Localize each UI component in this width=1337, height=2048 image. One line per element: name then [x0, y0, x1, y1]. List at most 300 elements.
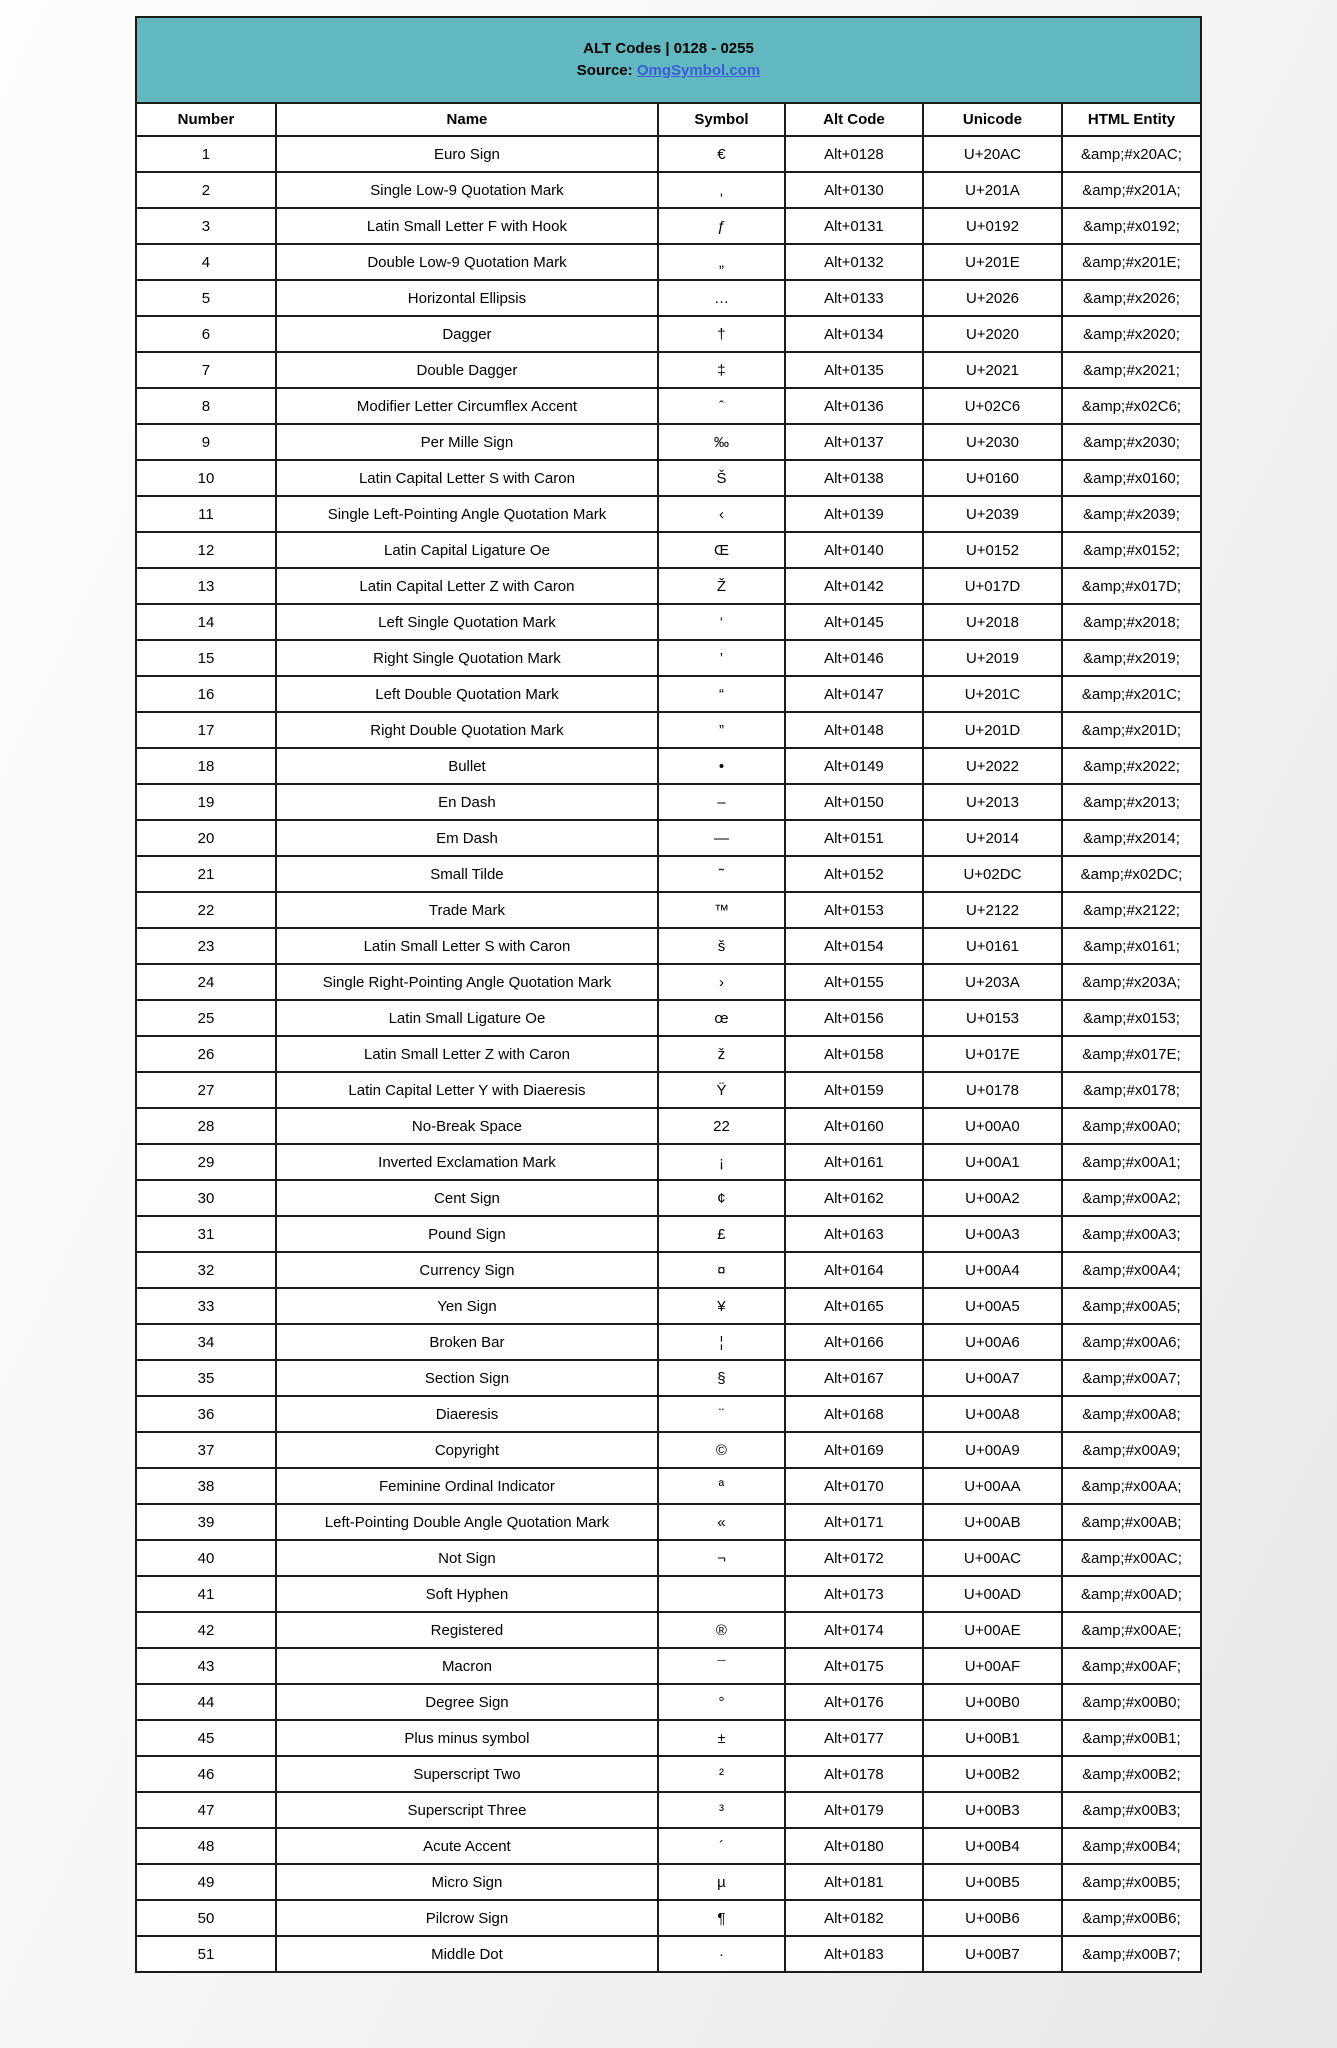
number-cell: 7 — [136, 352, 276, 388]
unicode-cell: U+00AB — [923, 1504, 1062, 1540]
number-cell: 44 — [136, 1684, 276, 1720]
name-cell: Diaeresis — [276, 1396, 658, 1432]
unicode-cell: U+00A8 — [923, 1396, 1062, 1432]
name-cell: Latin Small Ligature Oe — [276, 1000, 658, 1036]
table-row — [136, 496, 1201, 532]
table-row — [136, 1792, 1201, 1828]
table-row — [136, 316, 1201, 352]
html-entity-cell: &amp;#x2122; — [1062, 892, 1201, 928]
unicode-cell: U+00A0 — [923, 1108, 1062, 1144]
number-cell: 20 — [136, 820, 276, 856]
alt-code-cell: Alt+0166 — [785, 1324, 923, 1360]
number-cell: 3 — [136, 208, 276, 244]
table-row — [136, 1000, 1201, 1036]
symbol-cell: Ÿ — [658, 1072, 785, 1108]
unicode-cell: U+017E — [923, 1036, 1062, 1072]
alt-code-cell: Alt+0172 — [785, 1540, 923, 1576]
symbol-cell: ’ — [658, 640, 785, 676]
html-entity-cell: &amp;#x00AE; — [1062, 1612, 1201, 1648]
symbol-cell: Ž — [658, 568, 785, 604]
symbol-cell: ‹ — [658, 496, 785, 532]
table-row — [136, 1576, 1201, 1612]
name-cell: Horizontal Ellipsis — [276, 280, 658, 316]
unicode-cell: U+00B0 — [923, 1684, 1062, 1720]
name-cell: Em Dash — [276, 820, 658, 856]
symbol-cell: ® — [658, 1612, 785, 1648]
html-entity-cell: &amp;#x2022; — [1062, 748, 1201, 784]
number-cell: 25 — [136, 1000, 276, 1036]
html-entity-cell: &amp;#x2014; — [1062, 820, 1201, 856]
name-cell: Latin Small Letter S with Caron — [276, 928, 658, 964]
number-cell: 9 — [136, 424, 276, 460]
number-cell: 46 — [136, 1756, 276, 1792]
symbol-cell: ‡ — [658, 352, 785, 388]
symbol-cell: ¤ — [658, 1252, 785, 1288]
name-cell: Middle Dot — [276, 1936, 658, 1972]
number-cell: 37 — [136, 1432, 276, 1468]
unicode-cell: U+2039 — [923, 496, 1062, 532]
html-entity-cell: &amp;#x00AD; — [1062, 1576, 1201, 1612]
number-cell: 42 — [136, 1612, 276, 1648]
alt-code-cell: Alt+0134 — [785, 316, 923, 352]
html-entity-cell: &amp;#x203A; — [1062, 964, 1201, 1000]
source-link[interactable]: OmgSymbol.com — [636, 62, 761, 79]
alt-code-cell: Alt+0179 — [785, 1792, 923, 1828]
table-row — [136, 1936, 1201, 1972]
alt-code-cell: Alt+0154 — [785, 928, 923, 964]
unicode-cell: U+201C — [923, 676, 1062, 712]
html-entity-cell: &amp;#x00AC; — [1062, 1540, 1201, 1576]
unicode-cell: U+00B7 — [923, 1936, 1062, 1972]
number-cell: 30 — [136, 1180, 276, 1216]
table-row — [136, 1720, 1201, 1756]
symbol-cell: ± — [658, 1720, 785, 1756]
symbol-cell: 22 — [658, 1108, 785, 1144]
unicode-cell: U+2030 — [923, 424, 1062, 460]
unicode-cell: U+00A5 — [923, 1288, 1062, 1324]
unicode-cell: U+2020 — [923, 316, 1062, 352]
number-cell: 31 — [136, 1216, 276, 1252]
html-entity-cell: &amp;#x00A0; — [1062, 1108, 1201, 1144]
column-header-alt-code: Alt Code — [785, 103, 923, 136]
table-row — [136, 676, 1201, 712]
name-cell: Not Sign — [276, 1540, 658, 1576]
alt-code-cell: Alt+0152 — [785, 856, 923, 892]
html-entity-cell: &amp;#x00A1; — [1062, 1144, 1201, 1180]
alt-code-cell: Alt+0135 — [785, 352, 923, 388]
name-cell: En Dash — [276, 784, 658, 820]
table-row — [136, 1072, 1201, 1108]
html-entity-cell: &amp;#x201A; — [1062, 172, 1201, 208]
unicode-cell: U+00AE — [923, 1612, 1062, 1648]
name-cell: Modifier Letter Circumflex Accent — [276, 388, 658, 424]
name-cell: Broken Bar — [276, 1324, 658, 1360]
unicode-cell: U+00A4 — [923, 1252, 1062, 1288]
alt-code-cell: Alt+0160 — [785, 1108, 923, 1144]
alt-code-cell: Alt+0162 — [785, 1180, 923, 1216]
alt-code-cell: Alt+0182 — [785, 1900, 923, 1936]
unicode-cell: U+203A — [923, 964, 1062, 1000]
alt-code-cell: Alt+0150 — [785, 784, 923, 820]
html-entity-cell: &amp;#x00A2; — [1062, 1180, 1201, 1216]
html-entity-cell: &amp;#x00A9; — [1062, 1432, 1201, 1468]
table-row — [136, 928, 1201, 964]
unicode-cell: U+0160 — [923, 460, 1062, 496]
column-header-row — [136, 103, 1201, 136]
name-cell: Yen Sign — [276, 1288, 658, 1324]
number-cell: 29 — [136, 1144, 276, 1180]
number-cell: 40 — [136, 1540, 276, 1576]
symbol-cell: ‘ — [658, 604, 785, 640]
name-cell: Single Left-Pointing Angle Quotation Mark — [276, 496, 658, 532]
table-row — [136, 1612, 1201, 1648]
name-cell: Single Right-Pointing Angle Quotation Mark — [276, 964, 658, 1000]
table-row — [136, 1504, 1201, 1540]
unicode-cell: U+00AD — [923, 1576, 1062, 1612]
alt-code-cell: Alt+0145 — [785, 604, 923, 640]
number-cell: 34 — [136, 1324, 276, 1360]
alt-code-cell: Alt+0133 — [785, 280, 923, 316]
html-entity-cell: &amp;#x00AF; — [1062, 1648, 1201, 1684]
symbol-cell: ˆ — [658, 388, 785, 424]
symbol-cell: š — [658, 928, 785, 964]
number-cell: 16 — [136, 676, 276, 712]
name-cell: Acute Accent — [276, 1828, 658, 1864]
name-cell: Trade Mark — [276, 892, 658, 928]
table-row — [136, 1324, 1201, 1360]
name-cell: Left Double Quotation Mark — [276, 676, 658, 712]
name-cell: Inverted Exclamation Mark — [276, 1144, 658, 1180]
symbol-cell: ¦ — [658, 1324, 785, 1360]
number-cell: 24 — [136, 964, 276, 1000]
alt-code-cell: Alt+0128 — [785, 136, 923, 172]
html-entity-cell: &amp;#x2021; — [1062, 352, 1201, 388]
symbol-cell: ‰ — [658, 424, 785, 460]
number-cell: 35 — [136, 1360, 276, 1396]
html-entity-cell: &amp;#x2030; — [1062, 424, 1201, 460]
table-row — [136, 1396, 1201, 1432]
unicode-cell: U+0192 — [923, 208, 1062, 244]
number-cell: 23 — [136, 928, 276, 964]
symbol-cell: € — [658, 136, 785, 172]
html-entity-cell: &amp;#x00A8; — [1062, 1396, 1201, 1432]
table-row — [136, 856, 1201, 892]
alt-code-cell: Alt+0142 — [785, 568, 923, 604]
html-entity-cell: &amp;#x017E; — [1062, 1036, 1201, 1072]
html-entity-cell: &amp;#x00B3; — [1062, 1792, 1201, 1828]
symbol-cell: › — [658, 964, 785, 1000]
table-row — [136, 1108, 1201, 1144]
number-cell: 11 — [136, 496, 276, 532]
symbol-cell: “ — [658, 676, 785, 712]
html-entity-cell: &amp;#x201D; — [1062, 712, 1201, 748]
unicode-cell: U+00A3 — [923, 1216, 1062, 1252]
alt-code-cell: Alt+0165 — [785, 1288, 923, 1324]
html-entity-cell: &amp;#x0153; — [1062, 1000, 1201, 1036]
name-cell: Feminine Ordinal Indicator — [276, 1468, 658, 1504]
alt-code-cell: Alt+0138 — [785, 460, 923, 496]
symbol-cell: Œ — [658, 532, 785, 568]
html-entity-cell: &amp;#x2020; — [1062, 316, 1201, 352]
table-row — [136, 532, 1201, 568]
symbol-cell: ¬ — [658, 1540, 785, 1576]
unicode-cell: U+00B6 — [923, 1900, 1062, 1936]
html-entity-cell: &amp;#x017D; — [1062, 568, 1201, 604]
number-cell: 41 — [136, 1576, 276, 1612]
alt-code-cell: Alt+0170 — [785, 1468, 923, 1504]
name-cell: Latin Capital Letter Y with Diaeresis — [276, 1072, 658, 1108]
symbol-cell: ˜ — [658, 856, 785, 892]
symbol-cell — [658, 1576, 785, 1612]
table-row — [136, 424, 1201, 460]
html-entity-cell: &amp;#x02DC; — [1062, 856, 1201, 892]
name-cell: Registered — [276, 1612, 658, 1648]
table-row — [136, 1144, 1201, 1180]
name-cell: Bullet — [276, 748, 658, 784]
name-cell: Latin Small Letter Z with Caron — [276, 1036, 658, 1072]
name-cell: Pound Sign — [276, 1216, 658, 1252]
name-cell: Single Low-9 Quotation Mark — [276, 172, 658, 208]
name-cell: Section Sign — [276, 1360, 658, 1396]
unicode-cell: U+2014 — [923, 820, 1062, 856]
table-row — [136, 1036, 1201, 1072]
name-cell: Right Double Quotation Mark — [276, 712, 658, 748]
table-row — [136, 748, 1201, 784]
number-cell: 26 — [136, 1036, 276, 1072]
column-header-unicode: Unicode — [923, 103, 1062, 136]
name-cell: Double Dagger — [276, 352, 658, 388]
number-cell: 32 — [136, 1252, 276, 1288]
unicode-cell: U+00B2 — [923, 1756, 1062, 1792]
html-entity-cell: &amp;#x2013; — [1062, 784, 1201, 820]
number-cell: 1 — [136, 136, 276, 172]
number-cell: 6 — [136, 316, 276, 352]
table-row — [136, 388, 1201, 424]
symbol-cell: · — [658, 1936, 785, 1972]
alt-codes-table — [135, 16, 1202, 1973]
unicode-cell: U+00AC — [923, 1540, 1062, 1576]
number-cell: 45 — [136, 1720, 276, 1756]
alt-code-cell: Alt+0161 — [785, 1144, 923, 1180]
alt-code-cell: Alt+0163 — [785, 1216, 923, 1252]
alt-code-cell: Alt+0156 — [785, 1000, 923, 1036]
alt-code-cell: Alt+0155 — [785, 964, 923, 1000]
number-cell: 51 — [136, 1936, 276, 1972]
alt-code-cell: Alt+0175 — [785, 1648, 923, 1684]
table-row — [136, 1756, 1201, 1792]
name-cell: Double Low-9 Quotation Mark — [276, 244, 658, 280]
name-cell: Pilcrow Sign — [276, 1900, 658, 1936]
alt-code-cell: Alt+0177 — [785, 1720, 923, 1756]
alt-code-cell: Alt+0148 — [785, 712, 923, 748]
html-entity-cell: &amp;#x0161; — [1062, 928, 1201, 964]
table-row — [136, 1864, 1201, 1900]
unicode-cell: U+2122 — [923, 892, 1062, 928]
name-cell: Currency Sign — [276, 1252, 658, 1288]
unicode-cell: U+0152 — [923, 532, 1062, 568]
column-header-name: Name — [276, 103, 658, 136]
table-row — [136, 460, 1201, 496]
alt-code-cell: Alt+0147 — [785, 676, 923, 712]
unicode-cell: U+00AA — [923, 1468, 1062, 1504]
name-cell: Macron — [276, 1648, 658, 1684]
html-entity-cell: &amp;#x2019; — [1062, 640, 1201, 676]
unicode-cell: U+0153 — [923, 1000, 1062, 1036]
unicode-cell: U+02DC — [923, 856, 1062, 892]
unicode-cell: U+00B1 — [923, 1720, 1062, 1756]
alt-code-cell: Alt+0149 — [785, 748, 923, 784]
symbol-cell: ° — [658, 1684, 785, 1720]
unicode-cell: U+00B5 — [923, 1864, 1062, 1900]
alt-code-cell: Alt+0173 — [785, 1576, 923, 1612]
symbol-cell: … — [658, 280, 785, 316]
html-entity-cell: &amp;#x00AA; — [1062, 1468, 1201, 1504]
table-row — [136, 1828, 1201, 1864]
table-row — [136, 784, 1201, 820]
number-cell: 36 — [136, 1396, 276, 1432]
name-cell: Plus minus symbol — [276, 1720, 658, 1756]
symbol-cell: • — [658, 748, 785, 784]
symbol-cell: ™ — [658, 892, 785, 928]
unicode-cell: U+2018 — [923, 604, 1062, 640]
alt-code-cell: Alt+0183 — [785, 1936, 923, 1972]
name-cell: Small Tilde — [276, 856, 658, 892]
alt-code-cell: Alt+0169 — [785, 1432, 923, 1468]
html-entity-cell: &amp;#x00A6; — [1062, 1324, 1201, 1360]
name-cell: Euro Sign — [276, 136, 658, 172]
number-cell: 2 — [136, 172, 276, 208]
table-row — [136, 1180, 1201, 1216]
symbol-cell: ¶ — [658, 1900, 785, 1936]
name-cell: Superscript Two — [276, 1756, 658, 1792]
number-cell: 28 — [136, 1108, 276, 1144]
symbol-cell: µ — [658, 1864, 785, 1900]
name-cell: No-Break Space — [276, 1108, 658, 1144]
html-entity-cell: &amp;#x2039; — [1062, 496, 1201, 532]
unicode-cell: U+2021 — [923, 352, 1062, 388]
table-row — [136, 640, 1201, 676]
number-cell: 50 — [136, 1900, 276, 1936]
name-cell: Micro Sign — [276, 1864, 658, 1900]
unicode-cell: U+00A9 — [923, 1432, 1062, 1468]
table-row — [136, 1900, 1201, 1936]
column-header-number: Number — [136, 103, 276, 136]
symbol-cell: — — [658, 820, 785, 856]
html-entity-cell: &amp;#x02C6; — [1062, 388, 1201, 424]
unicode-cell: U+2019 — [923, 640, 1062, 676]
alt-code-cell: Alt+0174 — [785, 1612, 923, 1648]
table-row — [136, 892, 1201, 928]
alt-code-cell: Alt+0146 — [785, 640, 923, 676]
unicode-cell: U+00B3 — [923, 1792, 1062, 1828]
table-row — [136, 1216, 1201, 1252]
number-cell: 18 — [136, 748, 276, 784]
number-cell: 49 — [136, 1864, 276, 1900]
symbol-cell: « — [658, 1504, 785, 1540]
html-entity-cell: &amp;#x00B2; — [1062, 1756, 1201, 1792]
name-cell: Cent Sign — [276, 1180, 658, 1216]
number-cell: 15 — [136, 640, 276, 676]
source-label: Source: — [576, 62, 633, 79]
table-row — [136, 568, 1201, 604]
table-row — [136, 1432, 1201, 1468]
html-entity-cell: &amp;#x00A3; — [1062, 1216, 1201, 1252]
html-entity-cell: &amp;#x20AC; — [1062, 136, 1201, 172]
number-cell: 38 — [136, 1468, 276, 1504]
symbol-cell: ƒ — [658, 208, 785, 244]
number-cell: 19 — [136, 784, 276, 820]
name-cell: Per Mille Sign — [276, 424, 658, 460]
table-banner — [136, 17, 1201, 103]
name-cell: Left-Pointing Double Angle Quotation Mark — [276, 1504, 658, 1540]
number-cell: 14 — [136, 604, 276, 640]
table-row — [136, 1684, 1201, 1720]
number-cell: 5 — [136, 280, 276, 316]
table-row — [136, 604, 1201, 640]
name-cell: Superscript Three — [276, 1792, 658, 1828]
alt-code-cell: Alt+0136 — [785, 388, 923, 424]
alt-code-cell: Alt+0164 — [785, 1252, 923, 1288]
html-entity-cell: &amp;#x0160; — [1062, 460, 1201, 496]
alt-code-cell: Alt+0130 — [785, 172, 923, 208]
alt-code-cell: Alt+0158 — [785, 1036, 923, 1072]
unicode-cell: U+00A6 — [923, 1324, 1062, 1360]
table-row — [136, 712, 1201, 748]
unicode-cell: U+00A7 — [923, 1360, 1062, 1396]
number-cell: 33 — [136, 1288, 276, 1324]
symbol-cell: œ — [658, 1000, 785, 1036]
number-cell: 48 — [136, 1828, 276, 1864]
alt-code-cell: Alt+0132 — [785, 244, 923, 280]
table-row — [136, 172, 1201, 208]
alt-code-cell: Alt+0131 — [785, 208, 923, 244]
html-entity-cell: &amp;#x00A5; — [1062, 1288, 1201, 1324]
table-body — [136, 136, 1201, 1972]
number-cell: 17 — [136, 712, 276, 748]
symbol-cell: ª — [658, 1468, 785, 1504]
number-cell: 43 — [136, 1648, 276, 1684]
symbol-cell: „ — [658, 244, 785, 280]
alt-code-cell: Alt+0139 — [785, 496, 923, 532]
name-cell: Degree Sign — [276, 1684, 658, 1720]
html-entity-cell: &amp;#x00B6; — [1062, 1900, 1201, 1936]
banner-row — [136, 17, 1201, 103]
number-cell: 22 — [136, 892, 276, 928]
alt-code-cell: Alt+0167 — [785, 1360, 923, 1396]
table-row — [136, 352, 1201, 388]
unicode-cell: U+2026 — [923, 280, 1062, 316]
symbol-cell: ¨ — [658, 1396, 785, 1432]
name-cell: Dagger — [276, 316, 658, 352]
symbol-cell: ¥ — [658, 1288, 785, 1324]
html-entity-cell: &amp;#x00AB; — [1062, 1504, 1201, 1540]
symbol-cell: £ — [658, 1216, 785, 1252]
table-row — [136, 1648, 1201, 1684]
symbol-cell: § — [658, 1360, 785, 1396]
column-header-symbol: Symbol — [658, 103, 785, 136]
html-entity-cell: &amp;#x0192; — [1062, 208, 1201, 244]
column-header-html-entity: HTML Entity — [1062, 103, 1201, 136]
alt-code-cell: Alt+0180 — [785, 1828, 923, 1864]
alt-code-cell: Alt+0171 — [785, 1504, 923, 1540]
html-entity-cell: &amp;#x00B5; — [1062, 1864, 1201, 1900]
symbol-cell: Š — [658, 460, 785, 496]
table-row — [136, 820, 1201, 856]
alt-code-cell: Alt+0176 — [785, 1684, 923, 1720]
unicode-cell: U+0178 — [923, 1072, 1062, 1108]
name-cell: Copyright — [276, 1432, 658, 1468]
html-entity-cell: &amp;#x00B7; — [1062, 1936, 1201, 1972]
